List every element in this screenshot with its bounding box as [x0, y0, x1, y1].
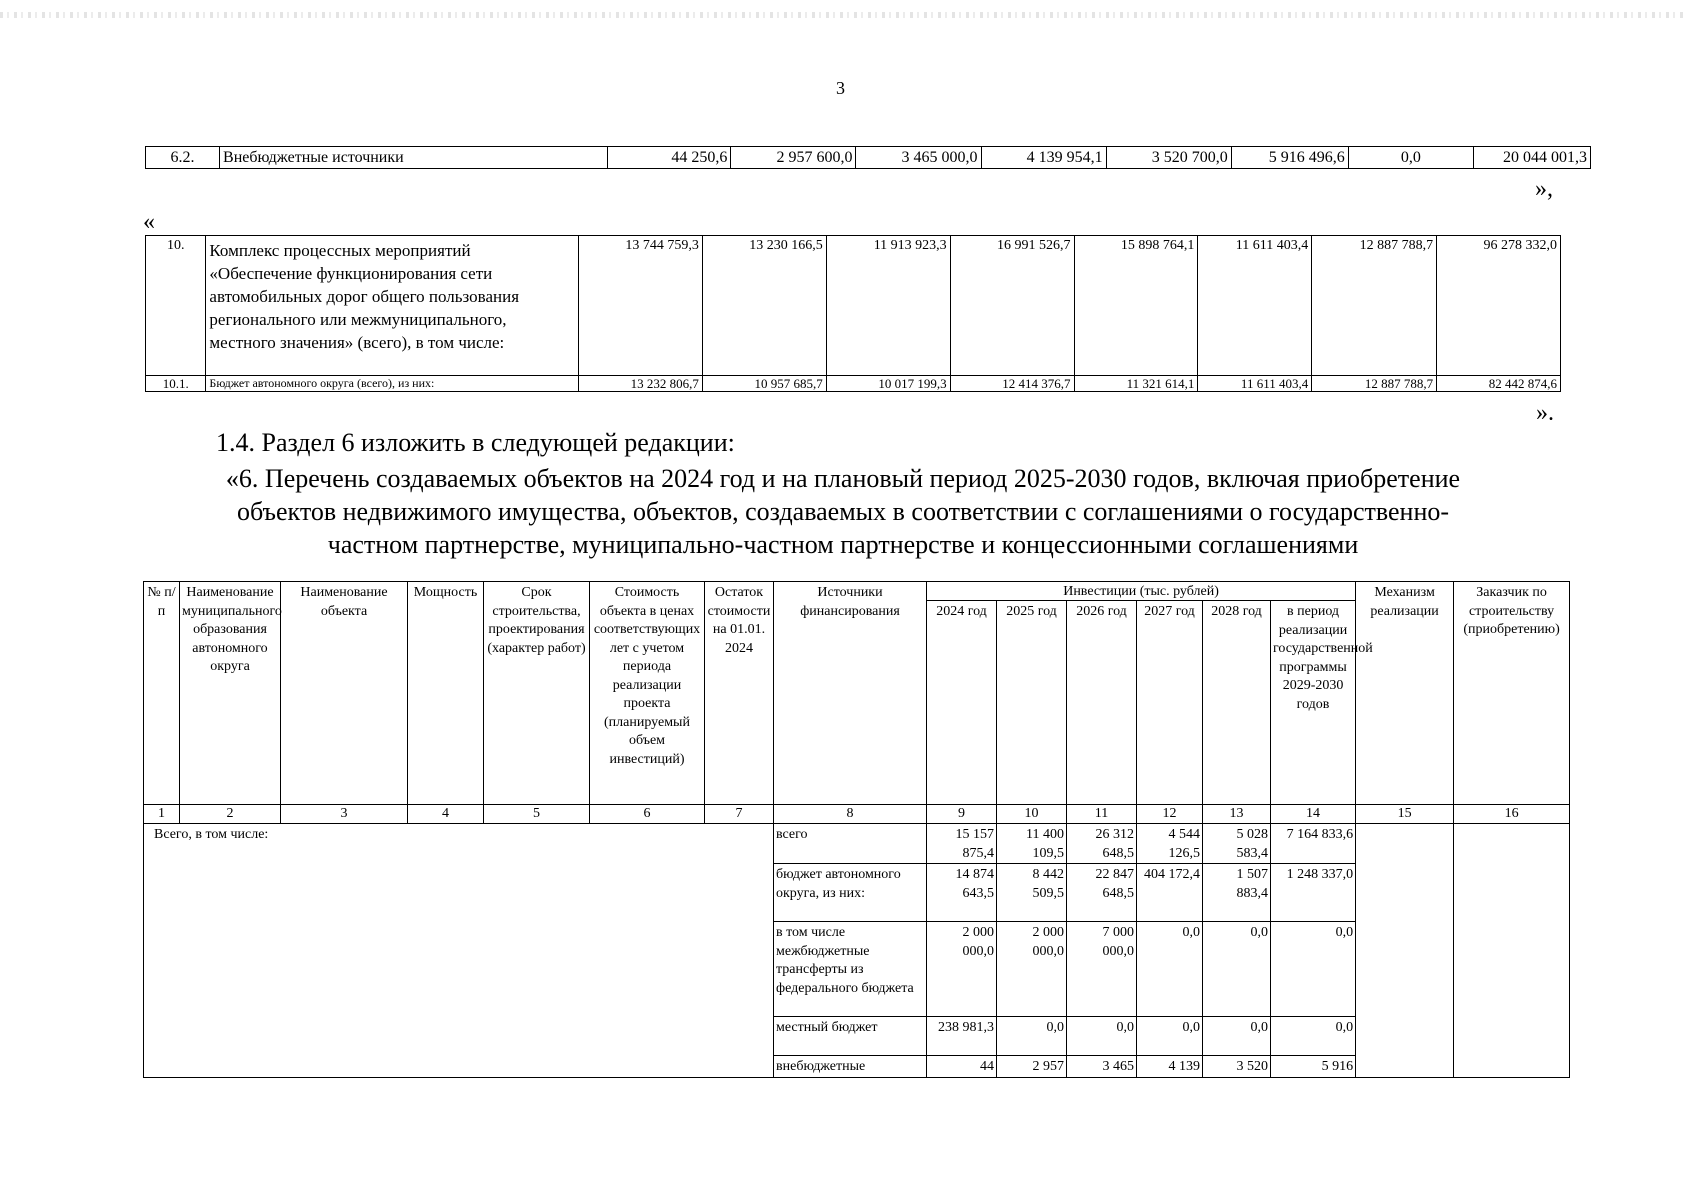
closing-quote: », — [1535, 176, 1553, 202]
value-cell: 4 139 — [1137, 1056, 1203, 1078]
value-cell: 1 507 883,4 — [1203, 864, 1271, 922]
value-cell: 22 847 648,5 — [1067, 864, 1137, 922]
row-name: Комплекс процессных мероприятий «Обеспечение функционирования сети автомобильных дорог общего пользования регионального или межмуниципального, местного значения» (всего), в том числе: — [206, 236, 579, 376]
value-cell: 1 248 337,0 — [1271, 864, 1356, 922]
column-number: 9 — [927, 805, 997, 824]
header-row — [144, 582, 1570, 601]
value-cell: 0,0 — [1348, 147, 1473, 169]
header-remainder: Остаток стоимости на 01.01. 2024 — [705, 582, 774, 805]
header-object: Наименование объекта — [281, 582, 408, 805]
column-number: 12 — [1137, 805, 1203, 824]
column-number-row — [144, 805, 1570, 824]
column-number: 1 — [144, 805, 180, 824]
column-number: 2 — [180, 805, 281, 824]
row-number: 10.1. — [146, 376, 206, 392]
value-cell: 0,0 — [997, 1017, 1067, 1056]
table-row — [146, 147, 1591, 169]
value-cell: 44 250,6 — [608, 147, 731, 169]
source-cell: всего — [774, 824, 927, 864]
value-cell: 0,0 — [1137, 1017, 1203, 1056]
column-number: 10 — [997, 805, 1067, 824]
header-period: в период реализации государственной программы 2029-2030 годов — [1271, 601, 1356, 805]
header-sources: Источники финансирования — [774, 582, 927, 805]
value-cell: 3 520 — [1203, 1056, 1271, 1078]
title-line: «6. Перечень создаваемых объектов на 2024 год и на плановый период 2025-2030 годов, включая приобретение — [225, 464, 1461, 493]
column-number: 11 — [1067, 805, 1137, 824]
value-cell: 15 898 764,1 — [1074, 236, 1198, 376]
mechanism-cell — [1356, 824, 1454, 1078]
value-cell: 10 017 199,3 — [826, 376, 950, 392]
value-cell: 13 232 806,7 — [579, 376, 703, 392]
scan-artifact-line — [0, 12, 1686, 18]
source-cell: местный бюджет — [774, 1017, 927, 1056]
value-cell: 13 230 166,5 — [702, 236, 826, 376]
total-label: Всего, в том числе: — [144, 824, 774, 1078]
page-number: 3 — [836, 78, 845, 98]
column-number: 3 — [281, 805, 408, 824]
closing-quote: ». — [1536, 400, 1554, 426]
header-term: Срок строительства, проектирования (характер работ) — [484, 582, 590, 805]
table-6-2 — [145, 146, 1591, 169]
column-number: 14 — [1271, 805, 1356, 824]
section-6-title — [0, 462, 1686, 561]
value-cell: 11 400 109,5 — [997, 824, 1067, 864]
table-row — [146, 236, 1561, 376]
value-cell: 0,0 — [1067, 1017, 1137, 1056]
value-cell: 14 874 643,5 — [927, 864, 997, 922]
value-cell: 11 321 614,1 — [1074, 376, 1198, 392]
header-customer: Заказчик по строительству (приобретению) — [1454, 582, 1570, 805]
column-number: 4 — [408, 805, 484, 824]
value-cell: 0,0 — [1137, 922, 1203, 1017]
column-number: 16 — [1454, 805, 1570, 824]
table-6-objects — [143, 581, 1570, 1078]
value-cell: 8 442 509,5 — [997, 864, 1067, 922]
value-cell: 15 157 875,4 — [927, 824, 997, 864]
header-capacity: Мощность — [408, 582, 484, 805]
row-name: Внебюджетные источники — [220, 147, 608, 169]
value-cell: 2 957 — [997, 1056, 1067, 1078]
row-number: 6.2. — [146, 147, 220, 169]
header-year: 2028 год — [1203, 601, 1271, 805]
column-number: 5 — [484, 805, 590, 824]
value-cell: 11 611 403,4 — [1198, 376, 1312, 392]
header-investments: Инвестиции (тыс. рублей) — [927, 582, 1356, 601]
value-cell: 238 981,3 — [927, 1017, 997, 1056]
value-cell: 12 414 376,7 — [950, 376, 1074, 392]
value-cell: 4 139 954,1 — [981, 147, 1106, 169]
table-row — [144, 824, 1570, 864]
value-cell: 44 — [927, 1056, 997, 1078]
header-mechanism: Механизм реализации — [1356, 582, 1454, 805]
value-cell: 3 465 000,0 — [856, 147, 981, 169]
column-number: 8 — [774, 805, 927, 824]
row-name: Бюджет автономного округа (всего), из них: — [206, 376, 579, 392]
row-number: 10. — [146, 236, 206, 376]
value-cell: 5 028 583,4 — [1203, 824, 1271, 864]
opening-quote: « — [143, 209, 155, 235]
value-cell: 10 957 685,7 — [702, 376, 826, 392]
column-number: 15 — [1356, 805, 1454, 824]
header-year: 2024 год — [927, 601, 997, 805]
value-cell: 0,0 — [1203, 922, 1271, 1017]
customer-cell — [1454, 824, 1570, 1078]
value-cell: 16 991 526,7 — [950, 236, 1074, 376]
value-cell: 4 544 126,5 — [1137, 824, 1203, 864]
value-cell: 7 000 000,0 — [1067, 922, 1137, 1017]
header-municipality: Наименование муниципального образования автономного округа — [180, 582, 281, 805]
value-cell: 26 312 648,5 — [1067, 824, 1137, 864]
value-cell: 2 000 000,0 — [927, 922, 997, 1017]
source-cell: внебюджетные — [774, 1056, 927, 1078]
value-cell: 13 744 759,3 — [579, 236, 703, 376]
value-cell: 0,0 — [1271, 1017, 1356, 1056]
value-cell: 11 913 923,3 — [826, 236, 950, 376]
header-year: 2026 год — [1067, 601, 1137, 805]
header-year: 2025 год — [997, 601, 1067, 805]
value-cell: 3 520 700,0 — [1106, 147, 1231, 169]
value-cell: 7 164 833,6 — [1271, 824, 1356, 864]
source-cell: бюджет автономного округа, из них: — [774, 864, 927, 922]
header-year: 2027 год — [1137, 601, 1203, 805]
value-cell: 404 172,4 — [1137, 864, 1203, 922]
section-heading: 1.4. Раздел 6 изложить в следующей редакции: — [216, 428, 735, 457]
table-10 — [145, 235, 1561, 392]
value-cell: 96 278 332,0 — [1437, 236, 1561, 376]
value-cell: 3 465 — [1067, 1056, 1137, 1078]
column-number: 13 — [1203, 805, 1271, 824]
source-cell: в том числе межбюджетные трансферты из федерального бюджета — [774, 922, 927, 1017]
header-cost: Стоимость объекта в ценах соответствующих лет с учетом периода реализации проекта (планируемый объем инвестиций) — [590, 582, 705, 805]
value-cell: 12 887 788,7 — [1312, 236, 1437, 376]
value-cell: 0,0 — [1271, 922, 1356, 1017]
value-cell: 11 611 403,4 — [1198, 236, 1312, 376]
value-cell: 12 887 788,7 — [1312, 376, 1437, 392]
column-number: 7 — [705, 805, 774, 824]
table-row — [146, 376, 1561, 392]
value-cell: 5 916 496,6 — [1231, 147, 1348, 169]
title-line: объектов недвижимого имущества, объектов, создаваемых в соответствии с соглашениями о государственно- — [236, 497, 1450, 526]
value-cell: 5 916 — [1271, 1056, 1356, 1078]
column-number: 6 — [590, 805, 705, 824]
value-cell: 2 000 000,0 — [997, 922, 1067, 1017]
value-cell: 0,0 — [1203, 1017, 1271, 1056]
value-cell: 20 044 001,3 — [1473, 147, 1590, 169]
header-num: № п/п — [144, 582, 180, 805]
title-line: частном партнерстве, муниципально-частном партнерстве и концессионными соглашениями — [327, 530, 1359, 559]
value-cell: 2 957 600,0 — [731, 147, 856, 169]
value-cell: 82 442 874,6 — [1437, 376, 1561, 392]
